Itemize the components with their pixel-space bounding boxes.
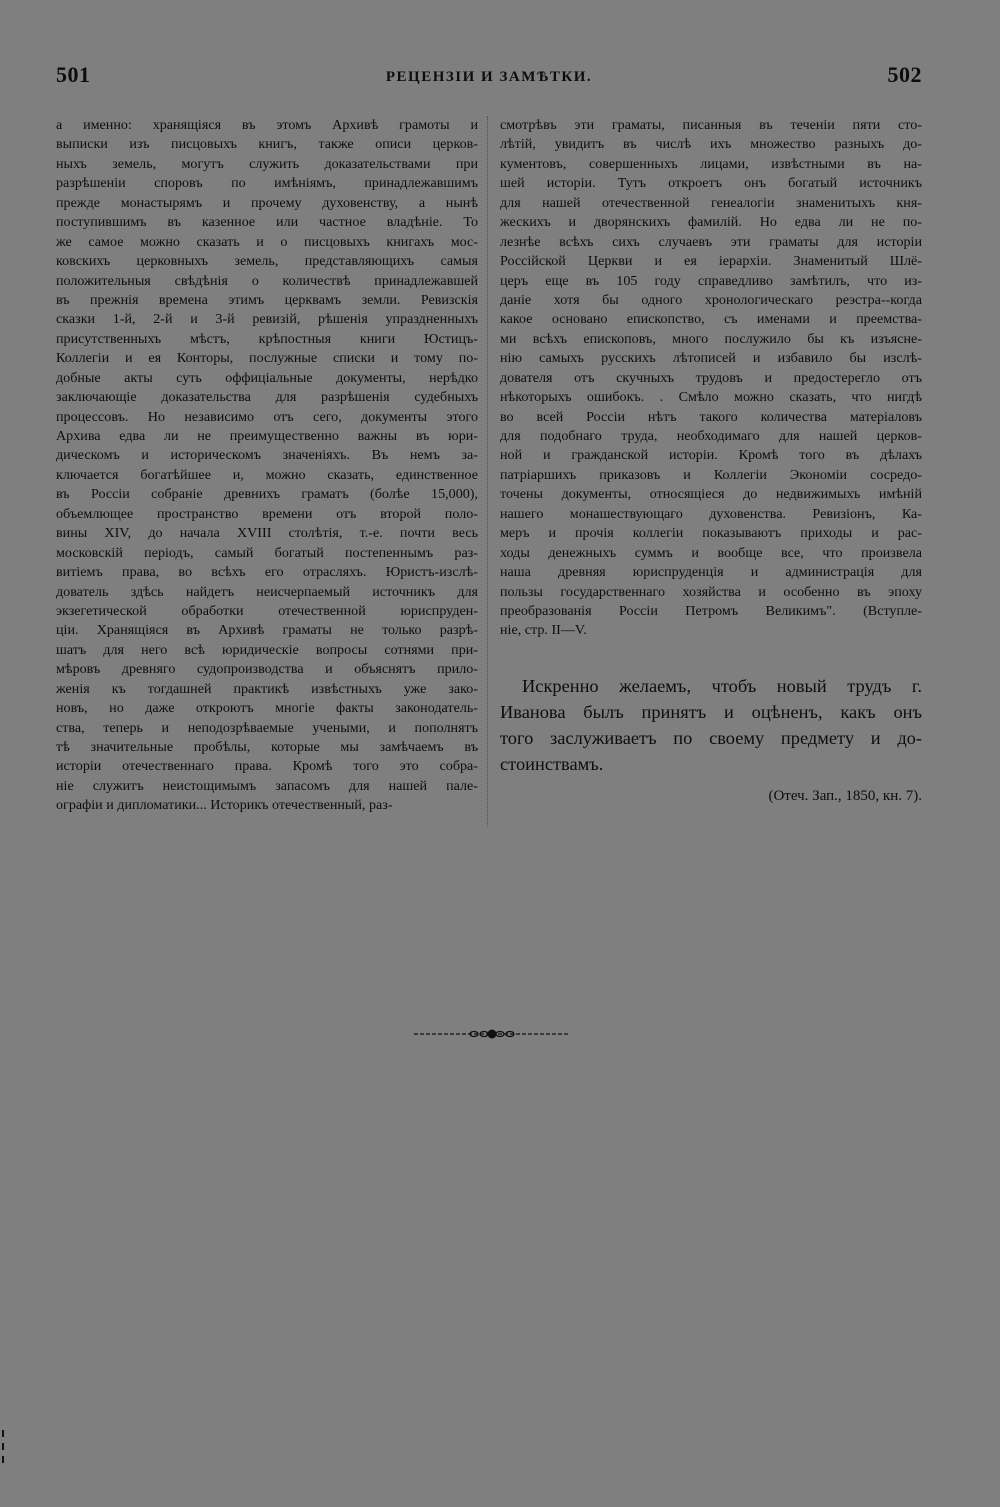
text-line: стоинствамъ. xyxy=(500,754,604,774)
text-line: экзегетической обработки отечественной юриспруден- xyxy=(56,602,478,619)
text-line: новъ, но даже откроютъ многіе факты законодатель- xyxy=(56,700,478,717)
text-line: ніе служитъ неистощимымъ запасомъ для нашей пале- xyxy=(56,777,478,794)
scan-edge-mark xyxy=(2,1430,4,1460)
text-line: въ прежнія времена этимъ церквамъ земли. Ревизскія xyxy=(56,291,478,308)
text-line: точены документы, относящіеся до недвижимыхъ имѣній xyxy=(500,486,922,503)
text-line: ства, теперь и неподозрѣваемые учеными, и пополнятъ xyxy=(56,719,478,736)
text-line: разрѣшеніи споровъ по имѣніямъ, принадлежавшимъ xyxy=(56,175,478,192)
page-number-left: 501 xyxy=(56,62,91,87)
column-divider xyxy=(487,116,494,826)
text-line: ми всѣхъ епископовъ, много послужило бы къ изъясне- xyxy=(500,330,922,347)
text-line: Россійской Церкви и ея іерархіи. Знаменитый Шлё- xyxy=(500,253,922,270)
text-line: преобразованія Россіи Петромъ Великимъ". (Вступле- xyxy=(500,602,922,619)
text-line: какое основано епископство, съ именами и преемства- xyxy=(500,311,922,328)
closing-paragraph xyxy=(500,673,922,777)
text-line: процессовъ. Но независимо отъ сего, документы этого xyxy=(56,408,478,425)
text-line: положительныя свѣдѣнія о количествѣ принадлежавшей xyxy=(56,272,478,289)
text-line: исторіи отечественнаго права. Кромѣ того это собра- xyxy=(56,758,478,775)
text-line: витіемъ права, во всѣхъ его отрасляхъ. Юристъ-изслѣ- xyxy=(56,564,478,581)
text-line: Архива едва ли не преимущественно важны въ юри- xyxy=(56,428,478,444)
text-line: смотрѣвъ эти граматы, писанныя въ теченіи пяти сто- xyxy=(500,117,922,133)
text-line: патріаршихъ приказовъ и Коллегіи Экономіи сосредо- xyxy=(500,466,922,483)
text-line: наша древняя юриспруденція и администрація для xyxy=(500,564,922,581)
decorative-ornament-divider xyxy=(412,1026,572,1042)
text-line: поступившимъ въ казенное или частное владѣніе. То xyxy=(56,214,478,231)
text-line: ніе, стр. II—V. xyxy=(500,622,587,639)
text-line: ціи. Хранящіяся въ Архивѣ граматы не только разрѣ- xyxy=(56,622,478,639)
text-line: дователь здѣсь найдетъ неисчерпаемый источникъ для xyxy=(56,583,478,600)
text-line: въ Россіи собраніе древнихъ граматъ (болѣе 15,000), xyxy=(56,486,478,503)
text-line: ключается богатѣйшее и, можно сказать, единственное xyxy=(56,466,478,483)
right-text-column xyxy=(500,116,922,641)
text-line: объемлющее пространство времени отъ второй поло- xyxy=(56,505,478,522)
text-line: лѣтій, увидитъ въ числѣ ихъ множество разныхъ до- xyxy=(500,136,922,153)
text-line: ографіи и дипломатики... Историкъ отечественный, раз- xyxy=(56,797,393,814)
text-line: женія къ тогдашней практикѣ извѣстныхъ уже зако- xyxy=(56,680,478,697)
text-line: пользы государственнаго хозяйства и особенно въ эпоху xyxy=(500,583,922,600)
text-line: выписки изъ писцовыхъ книгъ, также описи церков- xyxy=(56,136,478,153)
left-text-column xyxy=(56,116,478,816)
text-line: же самое можно сказать и о писцовыхъ книгахъ мос- xyxy=(56,233,478,250)
source-citation: (Отеч. Зап., 1850, кн. 7). xyxy=(768,788,922,804)
text-line: московскій періодъ, самый богатый постепеннымъ раз- xyxy=(56,544,478,561)
text-line: шей исторіи. Тутъ откроетъ онъ богатый источникъ xyxy=(500,175,922,192)
text-line: церъ еще въ 105 году справедливо замѣтилъ, что из- xyxy=(500,272,922,289)
text-line: ныхъ земель, могутъ служить доказательствами при xyxy=(56,155,478,172)
text-line: сказки 1-й, 2-й и 3-й ревизій, рѣшенія упраздненныхъ xyxy=(56,311,478,328)
text-line: Коллегіи и ея Конторы, послужные списки и тому по- xyxy=(56,350,478,367)
text-line: заключающіе доказательства для разрѣшенія судебныхъ xyxy=(56,389,478,406)
text-line: ходы денежныхъ суммъ и вообще все, что произвела xyxy=(500,544,922,561)
text-line: вины XIV, до начала XVIII столѣтія, т.-е. почти весь xyxy=(56,525,478,542)
text-line: а именно: хранящіяся въ этомъ Архивѣ грамоты и xyxy=(56,117,478,133)
text-line: для подобнаго труда, необходимаго для нашей церков- xyxy=(500,428,922,444)
text-line: дователя отъ скучныхъ трудовъ и предостерегло отъ xyxy=(500,369,922,386)
text-line: нѣкоторыхъ ошибокъ. . Смѣло можно сказать, что нигдѣ xyxy=(500,389,922,406)
text-line: присутственныхъ мѣстъ, крѣпостныя книги Юстицъ- xyxy=(56,330,478,347)
text-line: дическомъ и историческомъ значеніяхъ. Въ немъ за- xyxy=(56,447,478,464)
page-number-right: 502 xyxy=(887,62,922,87)
text-line: мѣровъ древняго судопроизводства и объяснятъ прило- xyxy=(56,661,478,678)
text-line: ковскихъ церковныхъ земель, представляющихъ самыя xyxy=(56,253,478,270)
text-line: меръ и прочія коллегіи показываютъ приходы и рас- xyxy=(500,525,922,542)
text-line: тѣ значительные пробѣлы, которые мы замѣчаемъ въ xyxy=(56,739,478,755)
running-title: РЕЦЕНЗІИ И ЗАМѢТКИ. xyxy=(385,69,593,85)
text-line: во всей Россіи нѣтъ такого количества матеріаловъ xyxy=(500,408,922,425)
text-line: жескихъ и дворянскихъ фамилій. Но едва ли не по- xyxy=(500,214,922,231)
text-line: прежде монастырямъ и прочему духовенству, а нынѣ xyxy=(56,194,478,211)
text-line: ной и гражданской исторіи. Кромѣ того въ дѣлахъ xyxy=(500,447,922,464)
text-line: шатъ для него всѣ юридическіе вопросы сотнями при- xyxy=(56,641,478,658)
text-line: того заслуживаетъ по своему предмету и до- xyxy=(500,728,922,748)
page-header xyxy=(56,62,922,96)
text-line: лезнѣе всѣхъ сихъ случаевъ эти граматы для исторіи xyxy=(500,233,922,250)
text-line: кументовъ, совершенныхъ лицами, извѣстными въ на- xyxy=(500,155,922,172)
text-line: добные акты суть оффиціальные документы, нерѣдко xyxy=(56,369,478,386)
text-line: даніе хотя бы одного хронологическаго реэстра--когда xyxy=(500,291,922,308)
text-line: Искренно желаемъ, чтобъ новый трудъ г. xyxy=(522,676,922,696)
text-line: для нашей отечественной генеалогіи знаменитыхъ кня- xyxy=(500,194,922,211)
text-line: Иванова былъ принятъ и оцѣненъ, какъ онъ xyxy=(500,702,922,722)
text-line: нію самыхъ русскихъ лѣтописей и избавило бы изслѣ- xyxy=(500,350,922,367)
text-line: нашего монашествующаго духовенства. Ревизіонъ, Ка- xyxy=(500,505,922,522)
